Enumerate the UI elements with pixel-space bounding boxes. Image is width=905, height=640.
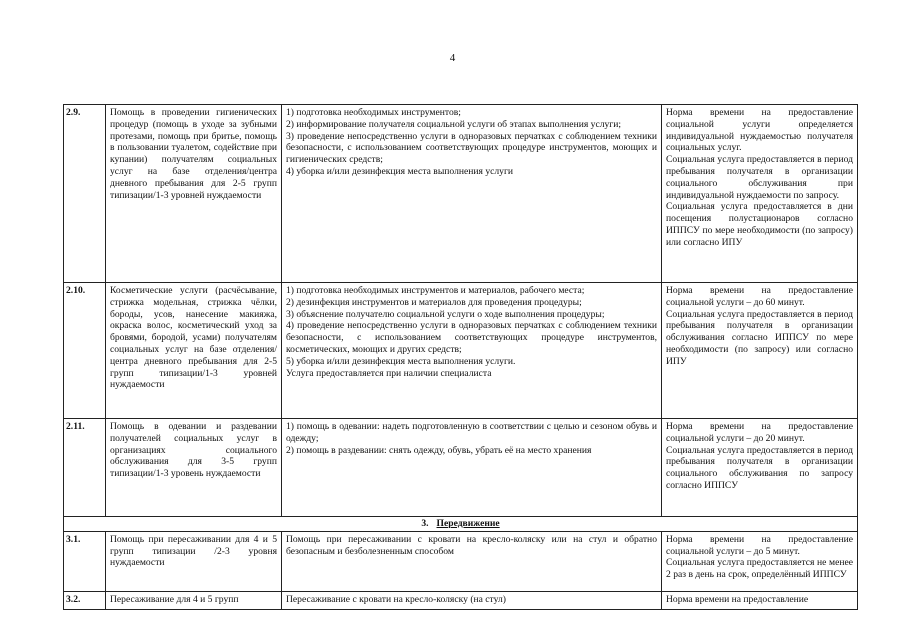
content-line: 3) проведение непосредственно услуги в одноразовых перчатках с соблюдением техники безопасности, с использованием соответствующих процедуре инструментов, моющих и гигиенических средств; bbox=[286, 130, 657, 166]
norm-line: Социальная услуга предоставляется не менее 2 раз в день на срок, определённый ИППСУ bbox=[666, 557, 853, 581]
content-line: 2) информирование получателя социальной услуги об этапах выполнения услуги; bbox=[286, 118, 622, 130]
service-content bbox=[282, 419, 662, 517]
service-name: Помощь в проведении гигиенических процедур (помощь в уходе за зубными протезами, помощь при бритье, помощь в пользовании туалетом, содействие при купании) получателям социальных услуг на базе отделения/центра дневного пребывания для 2-5 групп типизации/1-3 уровней нуждаемости bbox=[106, 105, 282, 283]
section-number: 3. bbox=[421, 518, 429, 529]
service-content bbox=[282, 531, 662, 591]
content-line: 2) дезинфекция инструментов и материалов для проведения процедуры; bbox=[286, 296, 582, 308]
section-title: Передвижение bbox=[436, 518, 500, 529]
content-line: 2) помощь в раздевании: снять одежду, обувь, убрать её на место хранения bbox=[286, 444, 592, 456]
norm-line: Социальная услуга предоставляется в период пребывания получателя в организации обслуживания согласно ИППСУ по мере необходимости (по запросу) или согласно ИПУ bbox=[666, 308, 853, 367]
service-norm bbox=[662, 283, 858, 419]
table-row bbox=[64, 105, 858, 283]
service-name: Помощь при пересаживании для 4 и 5 групп типизации /2-3 уровня нуждаемости bbox=[106, 531, 282, 591]
service-name: Пересаживание для 4 и 5 групп bbox=[106, 591, 282, 609]
row-number: 3.2. bbox=[64, 591, 106, 609]
service-norm bbox=[662, 591, 858, 609]
content-line: Пересаживание с кровати на кресло-коляску (на стул) bbox=[286, 593, 506, 605]
norm-line: Социальная услуга предоставляется в дни посещения полустационаров согласно ИППСУ по мере необходимости (по запросу) или согласно ИПУ bbox=[666, 201, 853, 248]
section-heading-row bbox=[64, 517, 858, 532]
content-line: 3) объяснение получателю социальной услуги о ходе выполнения процедуры; bbox=[286, 308, 605, 320]
service-content bbox=[282, 591, 662, 609]
row-number: 3.1. bbox=[64, 531, 106, 591]
service-norm bbox=[662, 531, 858, 591]
content-line: Помощь при пересаживании с кровати на кресло-коляску или на стул и обратно безопасным и безболезненным способом bbox=[286, 533, 657, 557]
norm-line: Социальная услуга предоставляется в период пребывания получателя в организации социального обслуживания по запросу согласно ИППСУ bbox=[666, 444, 853, 491]
service-norm bbox=[662, 419, 858, 517]
norm-line: Норма времени на предоставление социальной услуги определяется индивидуальной нуждаемостью получателя социальных услуг. bbox=[666, 107, 853, 154]
table-row bbox=[64, 591, 858, 609]
norm-line: Норма времени на предоставление социальной услуги – до 5 минут. bbox=[666, 533, 853, 557]
row-number: 2.10. bbox=[64, 283, 106, 419]
row-number: 2.11. bbox=[64, 419, 106, 517]
service-norm bbox=[662, 105, 858, 283]
norm-line: Социальная услуга предоставляется в период пребывания получателя в организации социального обслуживания при индивидуальной нуждаемости по запросу. bbox=[666, 154, 853, 201]
norm-line: Норма времени на предоставление bbox=[666, 593, 809, 605]
content-line: 4) уборка и/или дезинфекция места выполнения услуги bbox=[286, 165, 514, 177]
service-content bbox=[282, 105, 662, 283]
content-line: 1) помощь в одевании: надеть подготовленную в соответствии с целью и сезоном обувь и одежду; bbox=[286, 421, 657, 444]
content-line: 1) подготовка необходимых инструментов и материалов, рабочего места; bbox=[286, 285, 585, 296]
services-table bbox=[63, 104, 858, 610]
content-line: 1) подготовка необходимых инструментов; bbox=[286, 107, 461, 118]
content-line: 5) уборка и/или дезинфекция места выполнения услуги. bbox=[286, 355, 516, 367]
content-line: 4) проведение непосредственно услуги в одноразовых перчатках с соблюдением техники безопасности, с использованием соответствующих процедуре инструментов, косметических, моющих и других средств; bbox=[286, 320, 657, 355]
table-row bbox=[64, 283, 858, 419]
service-content bbox=[282, 283, 662, 419]
service-name: Косметические услуги (расчёсывание, стрижка модельная, стрижка чёлки, бороды, усов, нанесение макияжа, окраска волос, косметический уход за бровями, бородой, усами) получателям социальных услуг на базе отделения/центра дневного пребывания для 2-5 групп типизации/1-3 уровней нуждаемости bbox=[106, 283, 282, 419]
table-row bbox=[64, 419, 858, 517]
table-row bbox=[64, 531, 858, 591]
page-number: 4 bbox=[449, 52, 456, 64]
service-name: Помощь в одевании и раздевании получателей социальных услуг в организациях социального обслуживания для 3-5 групп типизации/1-3 уровень нуждаемости bbox=[106, 419, 282, 517]
content-line: Услуга предоставляется при наличии специалиста bbox=[286, 367, 492, 379]
norm-line: Норма времени на предоставление социальной услуги – до 60 минут. bbox=[666, 285, 853, 308]
row-number: 2.9. bbox=[64, 105, 106, 283]
section-heading bbox=[64, 517, 858, 532]
norm-line: Норма времени на предоставление социальной услуги – до 20 минут. bbox=[666, 421, 853, 444]
